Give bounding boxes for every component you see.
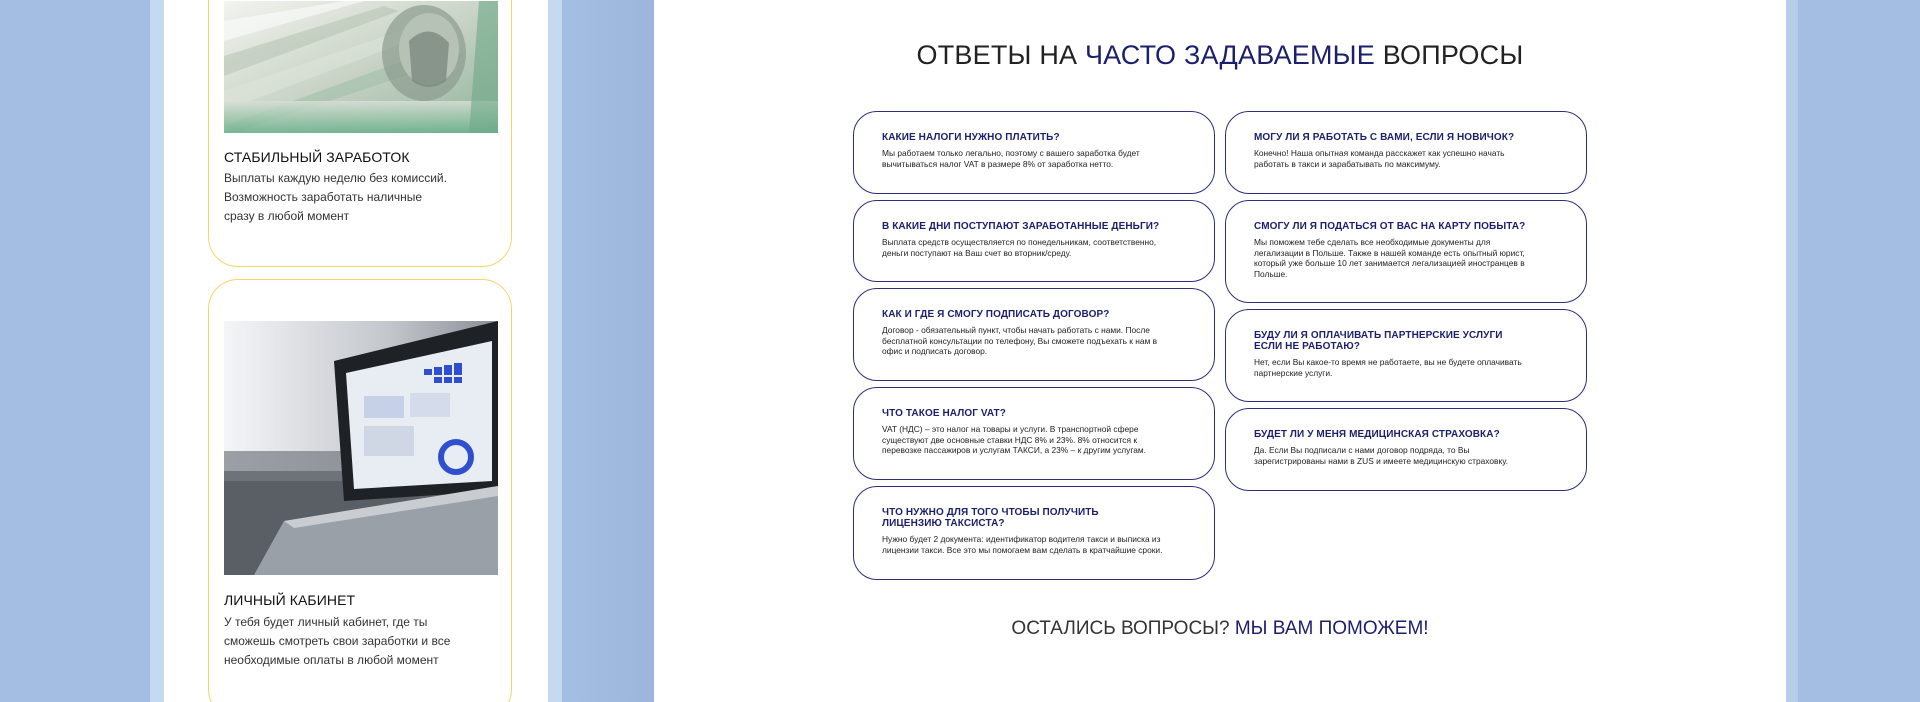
- faq-answer: Да. Если Вы подписали с нами договор подряда, то Вы зарегистрированы нами в ZUS и имеете медицинскую страховку.: [1254, 445, 1508, 466]
- faq-answer: VAT (НДС) – это налог на товары и услуги. В транспортной сфере существуют две основные ставки НДС 8% и 23%. 8% относится к перевозке пассажиров и услугам ТАКСИ, а 23% – к другим услугам.: [882, 424, 1146, 455]
- right-edge-strip: [1786, 0, 1798, 702]
- cta-accent: МЫ ВАМ ПОМОЖЕМ!: [1234, 618, 1429, 639]
- faq-item[interactable]: [853, 111, 1215, 194]
- faq-question: СМОГУ ЛИ Я ПОДАТЬСЯ ОТ ВАС НА КАРТУ ПОБЫТА?: [1254, 221, 1526, 232]
- faq-item[interactable]: [1225, 111, 1587, 194]
- faq-item[interactable]: [853, 288, 1215, 381]
- faq-column-left: [853, 111, 1215, 586]
- faq-question: В КАКИЕ ДНИ ПОСТУПАЮТ ЗАРАБОТАННЫЕ ДЕНЬГИ?: [882, 221, 1160, 232]
- faq-item[interactable]: [1225, 200, 1587, 303]
- faq-heading: [654, 40, 1786, 71]
- background-gap: [574, 0, 654, 702]
- faq-answer: Нет, если Вы какое-то время не работаете, вы не будете оплачивать партнерские услуги.: [1254, 357, 1522, 378]
- feature-description: Выплаты каждую неделю без комиссий. Возможность заработать наличные сразу в любой момент: [224, 171, 447, 223]
- laptop-illustration: [224, 321, 498, 575]
- faq-answer: Мы поможем тебе сделать все необходимые документы для легализации в Польше. Также в нашей команде есть опытный юрист, который уже больше 10 лет занимается легализацией иностранцев в Польше.: [1254, 237, 1525, 279]
- faq-heading-part2: ВОПРОСЫ: [1375, 40, 1524, 70]
- faq-answer: Договор - обязательный пункт, чтобы начать работать с нами. После бесплатной консультации по телефону, Вы сможете подъехать к нам в офис и подписать договор.: [882, 325, 1158, 356]
- faq-question: ЧТО ТАКОЕ НАЛОГ VAT?: [882, 408, 1006, 419]
- faq-item[interactable]: [1225, 408, 1587, 491]
- banknotes-image: [224, 1, 498, 133]
- faq-question: ЧТО НУЖНО ДЛЯ ТОГО ЧТОБЫ ПОЛУЧИТЬ ЛИЦЕНЗИЮ ТАКСИСТА?: [882, 507, 1099, 529]
- faq-heading-accent: ЧАСТО ЗАДАВАЕМЫЕ: [1084, 40, 1375, 70]
- faq-page: [654, 0, 1786, 702]
- faq-item[interactable]: [853, 486, 1215, 580]
- mobile-page: [164, 0, 548, 702]
- feature-title: СТАБИЛЬНЫЙ ЗАРАБОТОК: [224, 149, 410, 165]
- faq-question: КАК И ГДЕ Я СМОГУ ПОДПИСАТЬ ДОГОВОР?: [882, 309, 1110, 320]
- faq-heading-part1: ОТВЕТЫ НА: [916, 40, 1085, 70]
- feature-description: У тебя будет личный кабинет, где ты сможешь смотреть свои заработки и все необходимые оплаты в любой момент: [224, 615, 451, 667]
- cta-heading: [654, 618, 1786, 640]
- faq-item[interactable]: [853, 387, 1215, 480]
- faq-column-right: [1225, 111, 1587, 497]
- laptop-image: [224, 321, 498, 575]
- faq-item[interactable]: [853, 200, 1215, 282]
- cta-part1: ОСТАЛИСЬ ВОПРОСЫ?: [1011, 618, 1235, 639]
- faq-question: БУДЕТ ЛИ У МЕНЯ МЕДИЦИНСКАЯ СТРАХОВКА?: [1254, 429, 1500, 440]
- faq-answer: Выплата средств осуществляется по понедельникам, соответственно, деньги поступают на Ваш счет во вторник/среду.: [882, 237, 1157, 258]
- faq-question: МОГУ ЛИ Я РАБОТАТЬ С ВАМИ, ЕСЛИ Я НОВИЧОК?: [1254, 132, 1515, 143]
- faq-item[interactable]: [1225, 309, 1587, 402]
- feature-card-personal-cabinet: [208, 279, 512, 702]
- mobile-preview: [150, 0, 562, 702]
- banknotes-illustration: [224, 1, 498, 133]
- faq-answer: Конечно! Наша опытная команда расскажет как успешно начать работать в такси и зарабатывать по максимуму.: [1254, 148, 1505, 169]
- feature-card-stable-income: [208, 0, 512, 267]
- faq-answer: Мы работаем только легально, поэтому с вашего заработка будет вычитываться налог VAT в размере 8% от заработка нетто.: [882, 148, 1140, 169]
- faq-question: КАКИЕ НАЛОГИ НУЖНО ПЛАТИТЬ?: [882, 132, 1060, 143]
- faq-answer: Нужно будет 2 документа: идентификатор водителя такси и выписка из лицензии такси. Все это мы помогаем вам сделать в кратчайшие сроки.: [882, 534, 1163, 555]
- feature-title: ЛИЧНЫЙ КАБИНЕТ: [224, 592, 356, 608]
- faq-question: БУДУ ЛИ Я ОПЛАЧИВАТЬ ПАРТНЕРСКИЕ УСЛУГИ ЕСЛИ НЕ РАБОТАЮ?: [1254, 330, 1503, 352]
